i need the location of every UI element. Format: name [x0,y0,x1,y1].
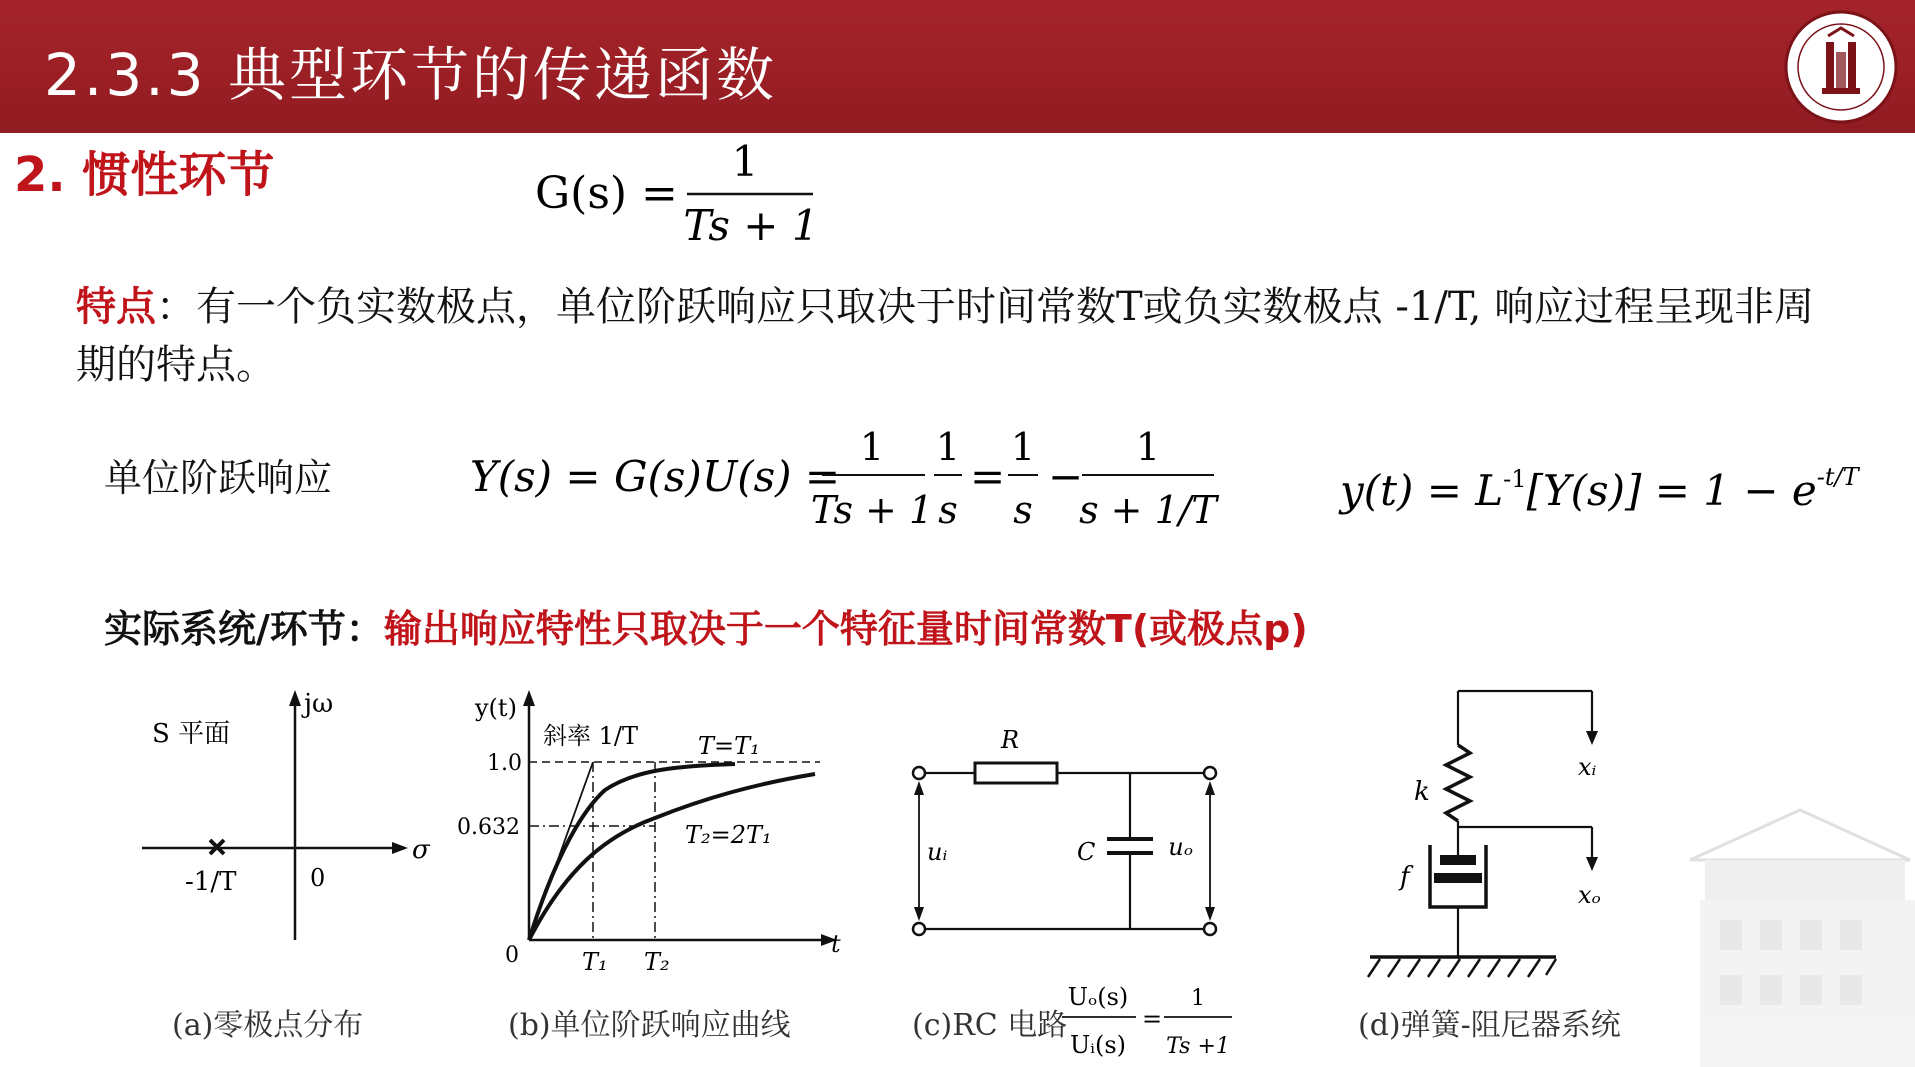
time-eq-exp: -t/T [1816,463,1859,491]
real-axis-label: σ [412,835,430,865]
frac1-den: Ts + 1 [810,488,934,532]
f-label: f [1400,862,1410,892]
transfer-function-formula [535,138,835,248]
r-label: R [1001,726,1020,754]
step-response-figure [445,690,855,980]
time-domain-equation [1340,445,1859,535]
background-building-sketch [1680,770,1915,1067]
svg-text:y(t) = L-1[Y(s)] = 1 − e-t/T [1338,463,1861,515]
pole-zero-figure [130,690,450,950]
uo-label: uₒ [1168,833,1193,861]
x-axis-label: t [831,930,841,958]
pole-label: -1/T [185,867,237,897]
eq-lhs: Y(s) = G(s)U(s) = [470,452,841,501]
y-axis-label: y(t) [475,694,517,722]
k-label: k [1414,777,1430,807]
frac1-num: 1 [859,425,885,469]
eq-mid: = [970,452,1006,501]
tf-eq: = [1142,1005,1163,1033]
slope-label: 斜率 1/T [543,722,638,750]
resistor [975,763,1057,783]
curve-t2 [529,774,815,940]
caption-a: (a)零极点分布 [172,1008,364,1043]
tf-den: Uᵢ(s) [1069,1031,1127,1059]
time-eq-mid: [Y(s)] = 1 − e [1526,466,1817,515]
spring-damper-figure [1350,685,1620,985]
t2-label: T₂ [644,948,670,976]
system-red-text: 输出响应特性只取决于一个特征量时间常数T(或极点p) [383,607,1308,651]
t1-label: T₁ [582,948,608,976]
rc-circuit-figure [895,715,1245,955]
frac4-num: 1 [1135,425,1161,469]
curve2-label: T₂=2T₁ [685,821,772,849]
damper-piston [1440,855,1476,865]
frac4-den: s + 1/T [1079,488,1217,532]
frac2-num: 1 [935,425,961,469]
feature-label: 特点 [76,283,156,330]
section-title: 2. 惯性环节 [14,147,275,203]
rc-transfer-function [1060,975,1240,1065]
formula-numerator: 1 [731,137,759,186]
university-seal-icon [1782,8,1900,126]
header-banner [0,0,1915,133]
spring [1446,745,1470,821]
xi-label: xᵢ [1578,753,1597,781]
system-prefix: 实际系统/环节： [104,607,384,651]
feature-paragraph [76,278,1836,394]
system-statement [104,598,1308,653]
s-plane-label: S 平面 [152,719,231,749]
tick-1: 1.0 [487,751,522,776]
origin-b: 0 [505,943,519,968]
origin-label: 0 [310,864,326,892]
formula-lhs: G(s) = [535,168,678,219]
frac3-den: s [1013,488,1033,532]
xo-label: xₒ [1578,881,1601,909]
tf-rhs-num: 1 [1191,986,1205,1011]
caption-c: (c)RC 电路 [912,1008,1068,1043]
laplace-step-equation [470,425,1240,555]
imag-axis-label: jω [304,689,334,719]
formula-denominator: Ts + 1 [683,201,819,250]
tf-rhs-den: Ts +1 [1166,1034,1230,1059]
ui-label: uᵢ [927,838,948,866]
time-eq-sup: -1 [1503,465,1527,493]
caption-b: (b)单位阶跃响应曲线 [508,1008,791,1043]
slide-title: 2.3.3 典型环节的传递函数 [44,41,778,109]
tick-0632: 0.632 [457,815,520,840]
eq-minus: − [1048,452,1084,501]
frac3-num: 1 [1010,425,1036,469]
step-response-label: 单位阶跃响应 [104,456,333,500]
frac2-den: s [938,488,958,532]
c-label: C [1077,838,1096,866]
time-eq-lhs: y(t) = L [1340,466,1504,515]
tf-num: Uₒ(s) [1067,983,1129,1011]
caption-d: (d)弹簧-阻尼器系统 [1358,1008,1621,1043]
feature-text: ：有一个负实数极点，单位阶跃响应只取决于时间常数T或负实数极点 -1/T, 响应过程呈现非周期的特点。 [76,284,1815,388]
curve1-label: T=T₁ [698,732,760,760]
